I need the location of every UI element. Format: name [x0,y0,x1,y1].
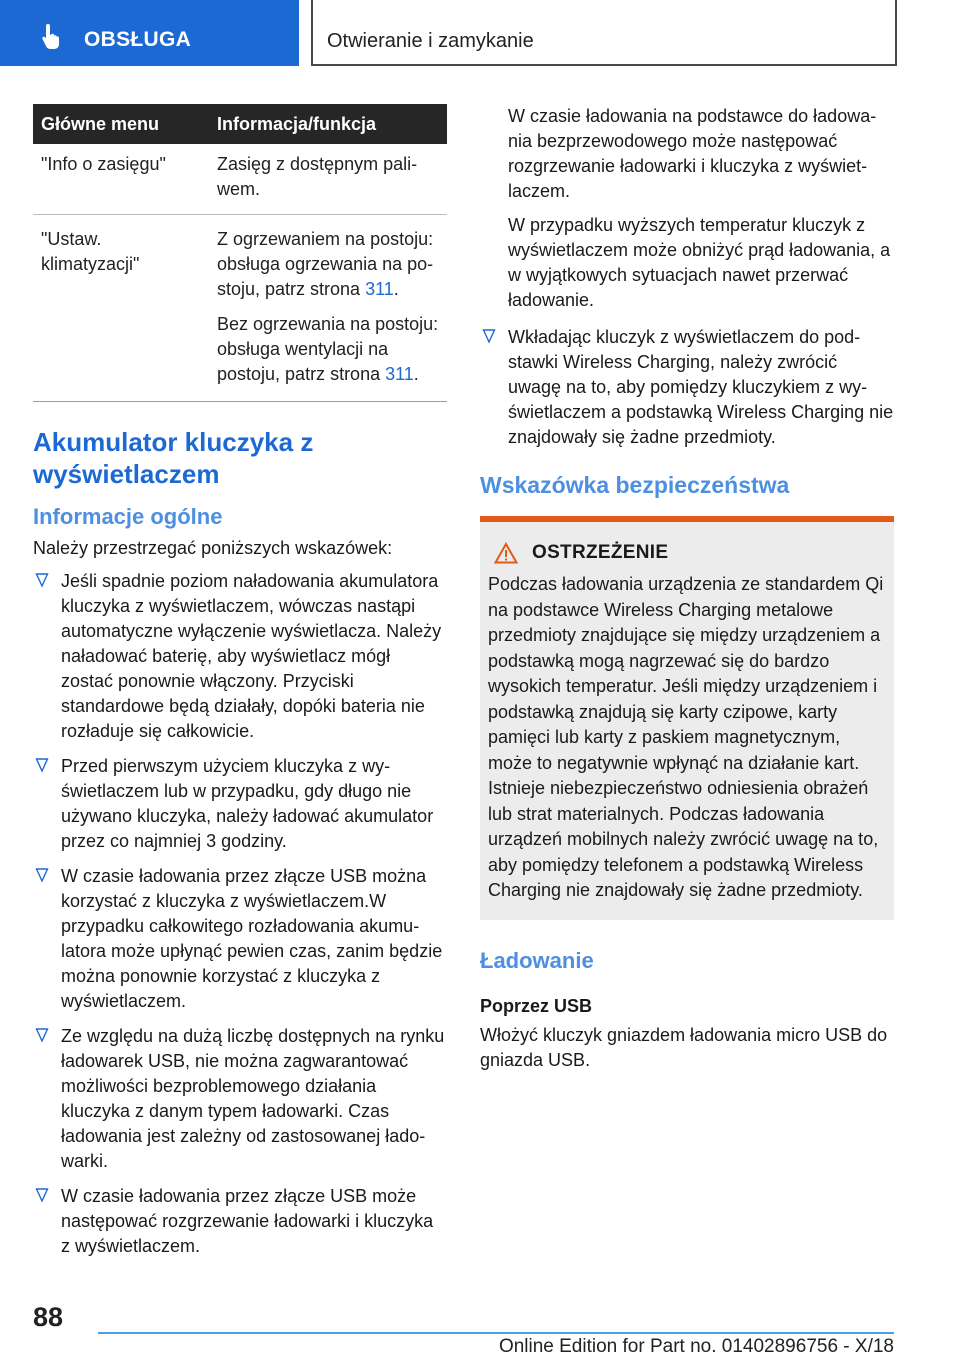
paragraph: W czasie ładowania na podstawce do ładowania bezprzewodowego może następować rozgrzewanie ładowarki i kluczyka z wyświetlaczem. [508,106,877,201]
bullet-list [33,569,447,1259]
menu-table [33,104,447,402]
triangle-bullet-icon [35,867,49,883]
bullet-list [480,325,894,450]
right-column [480,104,894,1081]
warning-title: OSTRZEŻENIE [532,542,669,563]
list-item: Jeśli spadnie poziom naładowania akumulatora kluczyka z wyświetlaczem, wówczas nastąpi automatyczne wyłączenie wyświetlacza. Należy naładować baterię, aby wyświetlacz mógł zostać ponownie włączony. Przyciski standardowe będą działały, dopóki bateria nie rozładuje się całkowicie. [33,569,447,744]
page-number: 88 [33,1302,64,1332]
table-row [33,144,447,215]
list-item: W czasie ładowania przez złącze USB można korzystać z kluczyka z wyświetlaczem.W przypadku całkowitego rozładowania akumulatora może upłynąć pewien czas, zanim będzie można ponownie korzystać z kluczyka z wyświetlaczem. [33,864,447,1014]
triangle-bullet-icon [35,1187,49,1203]
table-header-menu: Główne menu [33,104,209,144]
warning-icon [494,542,518,564]
list-item: Przed pierwszym użyciem kluczyka z wyświetlaczem lub w przypadku, gdy długo nie używano kluczyka, należy ładować akumulator przez co najmniej 3 godziny. [33,754,447,854]
info-text: Z ogrzewaniem na postoju: obsługa ogrzewania na postoju, patrz strona 311. [217,229,434,299]
list-item: W czasie ładowania przez złącze USB może następować rozgrzewanie ładowarki i kluczyka z wyświetlaczem. [33,1184,447,1259]
charging-heading: Ładowanie [480,947,594,973]
paragraph: W przypadku wyższych temperatur kluczyk z wyświetlaczem może obniżyć prąd ładowania, a w wyjątkowych sytuacjach nawet przerwać ładowanie. [508,215,891,310]
table-cell-menu: "Ustaw. klimatyzacji" [33,215,209,402]
warning-header [488,542,886,564]
page-link[interactable]: 311 [365,279,394,299]
triangle-bullet-icon [35,757,49,773]
usb-heading: Poprzez USB [480,995,593,1016]
list-item: Ze względu na dużą liczbę dostępnych na rynku ładowarek USB, nie można zagwarantować możliwości bezproblemowego działania kluczyka z danym typem ładowarki. Czas ładowania jest zależny od zastosowanej ładowarki. [33,1024,447,1174]
hand-pointer-icon [40,22,66,50]
left-column [33,104,447,1269]
footer-edition: Online Edition for Part no. 01402896756 - X/18 [498,1336,894,1357]
chapter-header [311,0,897,66]
page-link[interactable]: 311 [385,364,414,384]
safety-heading: Wskazówka bezpieczeństwa [480,472,790,498]
warning-text: Podczas ładowania urządzenia ze standardem Qi na podstawce Wireless Charging metalowe przedmioty znajdujące się między urządzeniem a podstawką mogą nagrzewać się do bardzo wysokich temperatur. Jeśli między urządzeniem i podstawką znajdują się karty czipowe, karty pamięci lub karty z paskiem magnetycznym, może to negatywnie wpłynąć na działanie kart. Istnieje niebezpieczeństwo odniesienia obrażeń lub strat materialnych. Podczas ładowania urządzeń mobilnych należy zwrócić uwagę na to, aby pomiędzy telefonem a podstawką Wireless Charging nie znajdowały się żadne przedmioty. [488,574,884,900]
triangle-bullet-icon [35,572,49,588]
chapter-title: Otwieranie i zamykanie [327,30,534,52]
triangle-bullet-icon [35,1027,49,1043]
list-item: Wkładając kluczyk z wyświetlaczem do podstawki Wireless Charging, należy zwrócić uwagę na to, aby pomiędzy kluczykiem z wyświetlaczem a podstawką Wireless Charging nie znajdowały się żadne przedmioty. [480,325,894,450]
warning-box [480,516,894,920]
triangle-bullet-icon [482,328,496,344]
table-cell-menu: "Info o zasięgu" [41,154,166,174]
usb-text: Włożyć kluczyk gniazdem ładowania micro USB do gniazda USB. [480,1024,888,1070]
footer-divider [98,1332,894,1334]
table-cell-info [209,215,447,402]
table-row [33,215,447,402]
info-text: Zasięg z dostępnym paliwem. [217,154,418,199]
section-tab [0,0,299,66]
subsection-heading: Informacje ogólne [33,504,223,529]
section-heading: Akumulator kluczyka z wyświetlaczem [33,427,314,489]
section-label: OBSŁUGA [84,28,192,51]
intro-text: Należy przestrzegać poniższych wskazówek: [33,538,393,558]
table-cell-info [209,144,447,215]
table-header-info: Informacja/funkcja [209,104,447,144]
info-text: Bez ogrzewania na postoju: obsługa wentylacji na postoju, patrz strona 311. [217,314,439,384]
